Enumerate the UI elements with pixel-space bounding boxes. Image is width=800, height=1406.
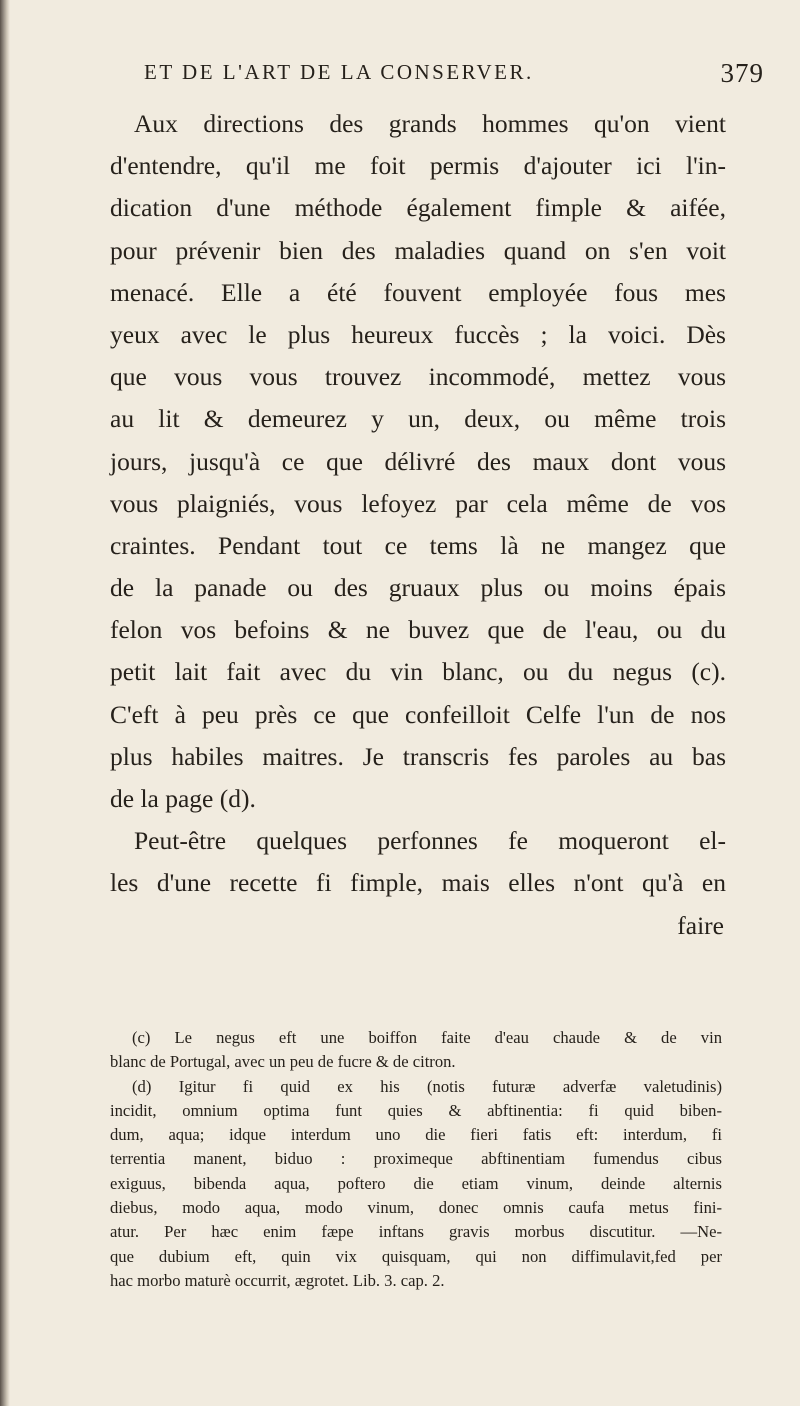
page-number: 379 — [720, 58, 764, 88]
footnotes — [110, 1026, 722, 1293]
text-line: que vous vous trouvez incommodé, mettez vous — [110, 362, 726, 392]
text-line: craintes. Pendant tout ce tems là ne mangez que — [110, 530, 726, 560]
footnote-line: (c) Le negus eft une boiffon faite d'eau chaude & de vin — [132, 1028, 722, 1047]
text-line: yeux avec le plus heureux fuccès ; la voici. Dès — [110, 319, 726, 349]
footnote-line: dum, aqua; idque interdum uno die fieri fatis eft: interdum, fi — [110, 1125, 722, 1145]
text-line: C'eft à peu près ce que confeilloit Celfe l'un de nos — [110, 699, 726, 729]
running-title: ET DE L'ART DE LA CONSERVER. — [144, 60, 534, 84]
text-line: d'entendre, qu'il me foit permis d'ajouter ici l'in- — [110, 151, 726, 181]
text-line: les d'une recette fi fimple, mais elles n'ont qu'à en — [110, 868, 726, 898]
main-text — [110, 103, 726, 947]
text-line: de la page (d). — [110, 784, 256, 813]
text-line: jours, jusqu'à ce que délivré des maux dont vous — [110, 446, 726, 476]
text-line: menacé. Elle a été fouvent employée fous mes — [110, 277, 726, 307]
text-line: felon vos befoins & ne buvez que de l'eau, ou du — [110, 615, 726, 645]
text-line: dication d'une méthode également fimple & aifée, — [110, 193, 726, 223]
footnote-line: diebus, modo aqua, modo vinum, donec omnis caufa metus fini- — [110, 1198, 722, 1218]
footnote-line: terrentia manent, biduo : proximeque abftinentiam fumendus cibus — [110, 1149, 722, 1169]
text-line: Aux directions des grands hommes qu'on vient — [134, 109, 726, 138]
footnote-line: exiguus, bibenda aqua, poftero die etiam vinum, deinde alternis — [110, 1173, 722, 1193]
footnote-line: blanc de Portugal, avec un peu de fucre & de citron. — [110, 1052, 456, 1072]
text-line: plus habiles maitres. Je transcris fes paroles au bas — [110, 741, 726, 771]
footnote-line: hac morbo maturè occurrit, ægrotet. Lib. 3. cap. 2. — [110, 1270, 445, 1290]
text-line: au lit & demeurez y un, deux, ou même trois — [110, 404, 726, 434]
footnote-line: incidit, omnium optima funt quies & abftinentia: fi quid biben- — [110, 1100, 722, 1120]
footnote-line: atur. Per hæc enim fæpe inftans gravis morbus discutitur. —Ne- — [110, 1222, 722, 1242]
footnote-line: que dubium eft, quin vix quisquam, qui non diffimulavit,fed per — [110, 1246, 722, 1266]
text-line: vous plaigniés, vous lefoyez par cela même de vos — [110, 488, 726, 518]
footnote-line: (d) Igitur fi quid ex his (notis futuræ adverfæ valetudinis) — [132, 1076, 722, 1096]
text-line: petit lait fait avec du vin blanc, ou du negus (c). — [110, 657, 726, 687]
running-head — [144, 60, 764, 94]
text-line: de la panade ou des gruaux plus ou moins épais — [110, 573, 726, 603]
text-line: pour prévenir bien des maladies quand on s'en voit — [110, 235, 726, 265]
text-line: Peut-être quelques perfonnes fe moqueront el- — [134, 826, 726, 856]
catchword: faire — [677, 910, 724, 940]
